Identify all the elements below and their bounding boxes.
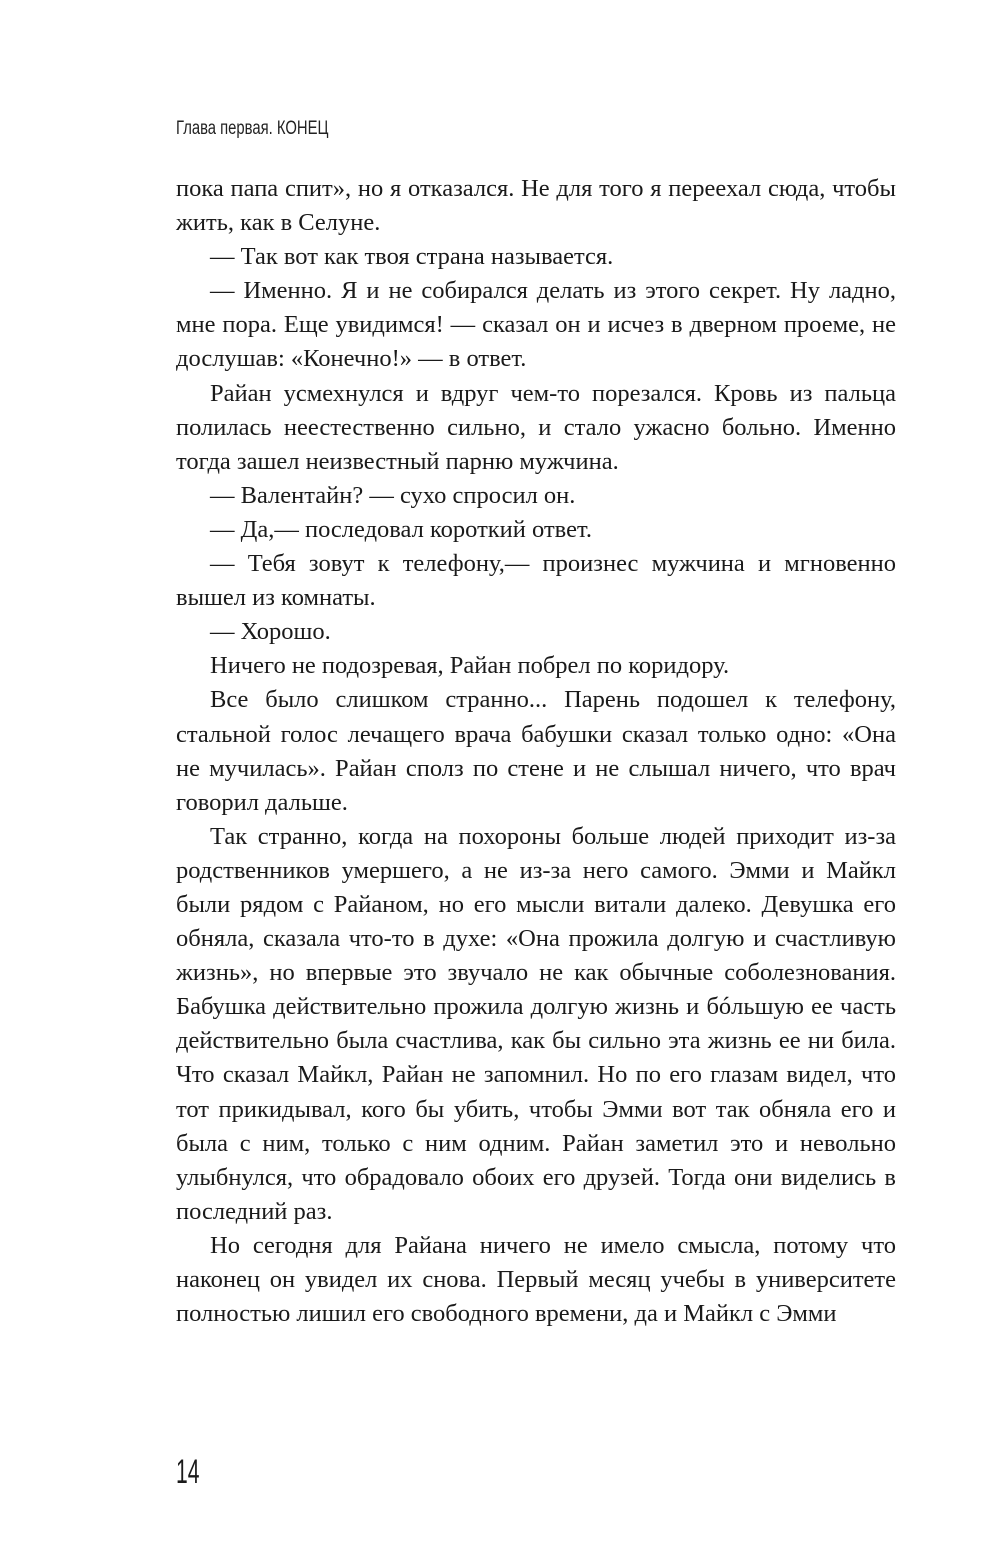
paragraph: — Тебя зовут к телефону,— произнес мужчина и мгновенно вышел из комнаты. bbox=[176, 550, 896, 612]
paragraph: — Именно. Я и не собирался делать из этого секрет. Ну ладно, мне пора. Еще увидимся! — сказал он и исчез в дверном проеме, не дослушав: «Конечно!» — в ответ. bbox=[176, 277, 896, 373]
paragraph: Ничего не подозревая, Райан побрел по коридору. bbox=[210, 652, 730, 680]
paragraph: Все было слишком странно... Парень подошел к телефону, стальной голос лечащего врача бабушки сказал только одно: «Она не мучилась». Райан сполз по стене и не слышал ничего, что врач говорил дальше. bbox=[176, 686, 896, 816]
paragraph: — Валентайн? — сухо спросил он. bbox=[210, 481, 576, 509]
paragraph: пока папа спит», но я отказался. Не для того я переехал сюда, чтобы жить, как в Селуне. bbox=[176, 175, 896, 237]
body-text bbox=[176, 172, 896, 1331]
paragraph: — Хорошо. bbox=[210, 618, 331, 646]
paragraph: Но сегодня для Райана ничего не имело смысла, потому что наконец он увидел их снова. Первый месяц учебы в университете полностью лишил его свободного времени, да и Майкл с Эмми bbox=[176, 1231, 896, 1328]
paragraph: Райан усмехнулся и вдруг чем-то порезался. Кровь из пальца полилась неестественно сильно, и стало ужасно больно. Именно тогда зашел неизвестный парню мужчина. bbox=[176, 379, 896, 475]
paragraph: Так странно, когда на похороны больше людей приходит из-за родственников умершего, а не из-за него самого. Эмми и Майкл были рядом с Райаном, но его мысли витали далеко. Девушка его обняла, сказала что-то в духе: «Она прожила долгую и счастливую жизнь», но впервые это звучало не как обычные соболезнования. Бабушка действительно прожила долгую жизнь и бóльшую ее часть действительно была счастлива, как бы сильно эта жизнь ее ни била. Что сказал Майкл, Райан не запомнил. Но по его глазам видел, что тот прикидывал, кого бы убить, чтобы Эмми вот так обняла его и была с ним, только с ним одним. Райан заметил это и невольно улыбнулся, что обрадовало обоих его друзей. Тогда они виделись в последний раз. bbox=[176, 822, 896, 1225]
paragraph: — Так вот как твоя страна называется. bbox=[210, 243, 614, 271]
running-head: Глава первая. КОНЕЦ bbox=[176, 118, 329, 139]
page-number: 14 bbox=[176, 1453, 200, 1491]
paragraph: — Да,— последовал короткий ответ. bbox=[210, 515, 592, 543]
